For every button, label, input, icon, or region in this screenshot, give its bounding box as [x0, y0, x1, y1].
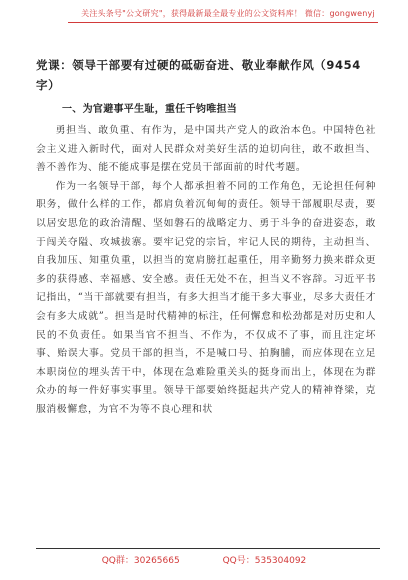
document-body [36, 122, 376, 420]
footer-qq-group: QQ群：30265665 [101, 556, 180, 566]
paragraph: 勇担当、敢负重、有作为，是中国共产党人的政治本色。中国特色社会主义进入新时代，面对人民群众对美好生活的迫切向往，敢不敢担当、善不善作为、能不能成事是摆在党员干部面前的时代考题。 [36, 125, 376, 174]
footer [0, 553, 408, 566]
header-divider [68, 22, 378, 23]
paragraph: 作为一名领导干部，每个人都承担着不同的工作角色，无论担任何种职务，做什么样的工作，都肩负着沉甸甸的责任。领导干部履职尽责，要以居安思危的政治清醒、坚如磐石的战略定力、勇于斗争的奋进姿态，敢于闯关夺隘、攻城拔寨。要牢记党的宗旨，牢记人民的期待，主动担当、自我加压、知重负重，以担当的宽肩膀扛起重任，用辛勤努力换来群众更多的获得感、幸福感、安全感。责任无处不在，担当义不容辞。习近平书记指出，“当干部就要有担当，有多大担当才能干多大事业，尽多大责任才会有多大成就”。担当是时代精神的标注，任何懈怠和松劲都是对历史和人民的不负责任。如果当官不担当、不作为，不仅成不了事，而且注定坏事、贻误大事。党员干部的担当，不是喊口号、拍胸脯，而应体现在立足本职岗位的埋头苦干中，体现在急难险重关头的挺身而出上，体现在为群众办的每一件好事实事里。领导干部要始终挺起共产党人的精神脊梁，克服消极懈怠，为官不为等不良心理和状 [36, 180, 376, 415]
footer-divider [36, 548, 380, 549]
footer-qq-number: QQ号：535304092 [222, 556, 307, 566]
header-banner: 关注头条号"公文研究"，获得最新最全最专业的公文资料库！ 微信：gongwenyj [81, 9, 375, 18]
section-heading: 一、为官避事平生耻，重任千钧唯担当 [62, 104, 238, 115]
document-title: 党课：领导干部要有过硬的砥砺奋进、敬业奉献作风（9454字） [36, 58, 361, 92]
